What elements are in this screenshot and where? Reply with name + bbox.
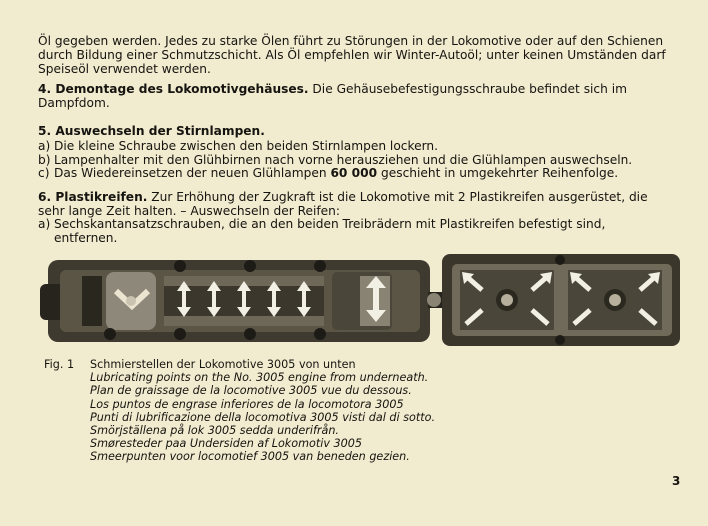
caption-line: Smeerpunten voor locomotief 3005 van beneden gezien.	[90, 450, 410, 464]
page-number: 3	[672, 474, 681, 488]
section-5-heading: 5. Auswechseln der Stirnlampen.	[38, 124, 265, 138]
section-4-text: Die Gehäusebefestigungsschraube befindet sich im Dampfdom.	[38, 82, 627, 110]
section-4-heading: 4. Demontage des Lokomotivgehäuses.	[38, 82, 309, 96]
list-item: b) Lampenhalter mit den Glühbirnen nach vorne herausziehen und die Glühlampen auswechseln.	[38, 152, 633, 167]
section-6-text: Zur Erhöhung der Zugkraft ist die Lokomotive mit 2 Plastikreifen ausgerüstet, die sehr lange Zeit halten. – Auswechseln der Reifen:	[38, 190, 648, 218]
figure-label: Fig. 1	[44, 358, 75, 371]
caption-line: Lubricating points on the No. 3005 engine from underneath.	[90, 371, 429, 385]
list-item-continuation: entfernen.	[54, 230, 118, 245]
locomotive-underside-photo	[40, 246, 680, 356]
section-6-heading: 6. Plastikreifen.	[38, 190, 148, 204]
caption-line: Punti di lubrificazione della locomotiva 3005 visti dal di sotto.	[90, 410, 436, 424]
list-item: a) Sechskantansatzschrauben, die an den beiden Treibrädern mit Plastikreifen befestigt sind,	[38, 217, 606, 231]
list-item: c) Das Wiedereinsetzen der neuen Glühlampen 60 000 geschieht in umgekehrter Reihenfolge.	[38, 166, 619, 180]
caption-line: Smøresteder paa Undersiden af Lokomotiv 3005	[90, 437, 363, 451]
section-6	[38, 190, 678, 218]
caption-line: Schmierstellen der Lokomotive 3005 von unten	[90, 358, 356, 371]
caption-line: Smörjställena på lok 3005 sedda underifrån.	[90, 424, 339, 438]
section-6-list	[38, 218, 678, 245]
list-item: a) Die kleine Schraube zwischen den beiden Stirnlampen lockern.	[38, 139, 438, 153]
section-5-list	[38, 140, 678, 181]
caption-line: Los puntos de engrase inferiores de la locomotora 3005	[90, 397, 404, 411]
intro-paragraph: Öl gegeben werden. Jedes zu starke Ölen führt zu Störungen in der Lokomotive oder auf den Schienen durch Bildung einer Schmutzschicht. Als Öl empfehlen wir Winter-Autoöl; unter keinen Umständen darf Speiseöl verwendet werden.	[38, 34, 666, 76]
figure-caption	[44, 358, 435, 464]
section-4	[38, 82, 678, 110]
caption-line: Plan de graissage de la locomotive 3005 vue du dessous.	[90, 384, 412, 398]
